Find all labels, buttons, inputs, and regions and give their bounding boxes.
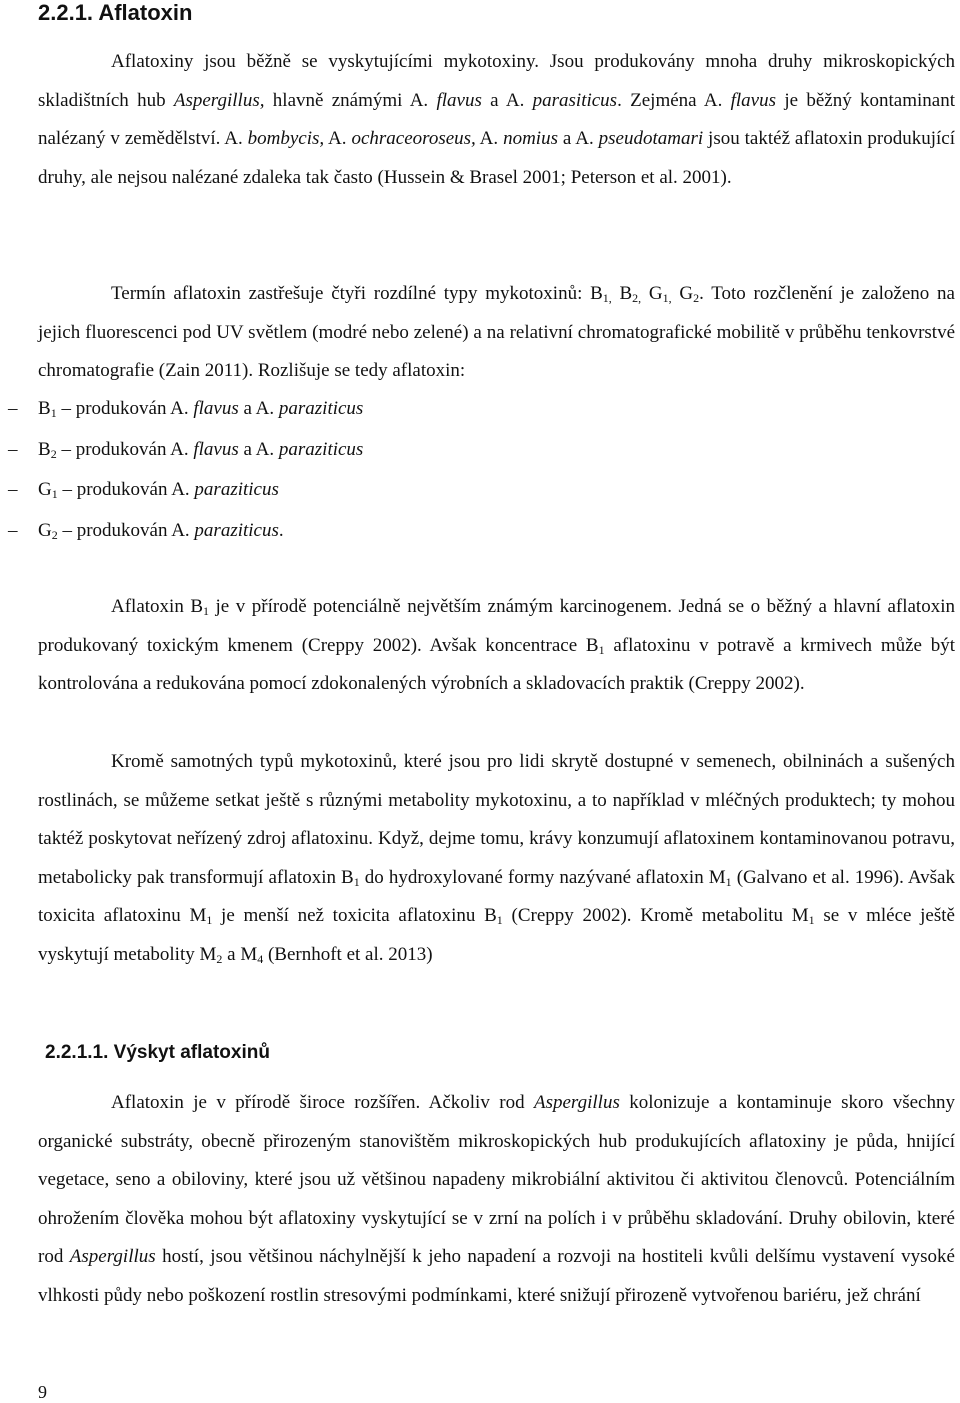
section-title: Aflatoxin (98, 0, 193, 25)
aflatoxin-type-list (0, 389, 700, 551)
subsection-title: Výskyt aflatoxinů (113, 1042, 270, 1063)
section-heading (38, 0, 192, 26)
section-number: 2.2.1. (38, 0, 94, 25)
paragraph-carcinogen: Aflatoxin $B_1$ je v přírodě potenciálně největším známým karcinogenem. Jedná se o běžný a hlavní aflatoxin produkovaný toxickým kmenem (Creppy 2002). Avšak koncentrace $B_1$ aflatoxinu v potravě a krmivech může být kontrolována a redukována pomocí zdokonalených výrobních a skladovacích praktik (Creppy 2002). (38, 596, 955, 695)
paragraph-occurrence: Aflatoxin je v přírodě široce rozšířen. Ačkoliv rod Aspergillus kolonizuje a kontaminuje skoro všechny organické substráty, obecně přirozeným stanovištěm mikroskopických hub produkujících aflatoxiny je půda, hnijící vegetace, seno a obiloviny, které jsou už většinou napadeny mikrobiální aktivitou či aktivitou členovců. Potenciálním ohrožením člověka mohou být aflatoxiny vyskytující se v zrní na polích i v průběhu skladování. Druhy obilovin, které rod Aspergillus hostí, jsou většinou náchylnější k jeho napadení a rozvoji na hostiteli kvůli delšímu vystavení vysoké vlhkosti půdy nebo poškození rostlin stresovými podmínkami, které snižují přirozeně vytvořenou bariéru, jež chrání (38, 1092, 955, 1306)
subsection-number: 2.2.1.1. (45, 1042, 109, 1063)
dash-bullet: – (8, 438, 18, 460)
dash-bullet: – (8, 479, 18, 500)
paragraph-types: Termín aflatoxin zastřešuje čtyři rozdílné typy mykotoxinů: $B_{1,}$ $B_{2,}$ $G_{1,}$ $G_2$. Toto rozčlenění je založeno na jejich fluorescenci pod UV světlem (modré nebo zelené) a na relativní chromatografické mobilitě v průběhu tenkovrstvé chromatografie (Zain 2011). Rozlišuje se tedy aflatoxin: (38, 283, 955, 382)
page-number: 9 (38, 1382, 47, 1402)
dash-bullet: – (8, 519, 18, 541)
paragraph-metabolites: Kromě samotných typů mykotoxinů, které jsou pro lidi skrytě dostupné v semenech, obilninách a sušených rostlinách, se můžeme setkat ještě s různými metabolity mykotoxinu, a to například v mléčných produktech; ty mohou taktéž poskytovat neřízený zdroj aflatoxinu. Když, dejme tomu, krávy konzumují aflatoxinem kontaminovanou potravu, metabolicky pak transformují aflatoxin $B_1$ do hydroxylované formy nazývané aflatoxin $M_1$ (Galvano et al. 1996). Avšak toxicita aflatoxinu $M_1$ je menší než toxicita aflatoxinu $B_1$ (Creppy 2002). Kromě metabolitu $M_1$ se v mléce ještě vyskytují metabolity $M_2$ a $M_4$ (Bernhoft et al. 2013) (38, 751, 955, 966)
paragraph-intro: Aflatoxiny jsou běžně se vyskytujícími mykotoxiny. Jsou produkovány mnoha druhy mikroskopických skladištních hub Aspergillus, hlavně známými A. flavus a A. parasiticus. Zejména A. flavus je běžný kontaminant nalézaný v zemědělství. A. bombycis, A. ochraceoroseus, A. nomius a A. pseudotamari jsou taktéž aflatoxin produkující druhy, ale nejsou nalézané zdaleka tak často (Hussein & Brasel 2001; Peterson et al. 2001). (38, 51, 955, 188)
list-item: – $G_1$ – produkován A. paraziticus (0, 470, 700, 511)
subsection-heading (45, 1042, 270, 1064)
dash-bullet: – (8, 398, 18, 419)
list-item: – $B_2$ – produkován A. flavus a A. paraziticus (0, 430, 700, 471)
list-item: – $B_1$ – produkován A. flavus a A. paraziticus (0, 389, 700, 430)
list-item: – $G_2$ – produkován A. paraziticus. (0, 511, 700, 552)
